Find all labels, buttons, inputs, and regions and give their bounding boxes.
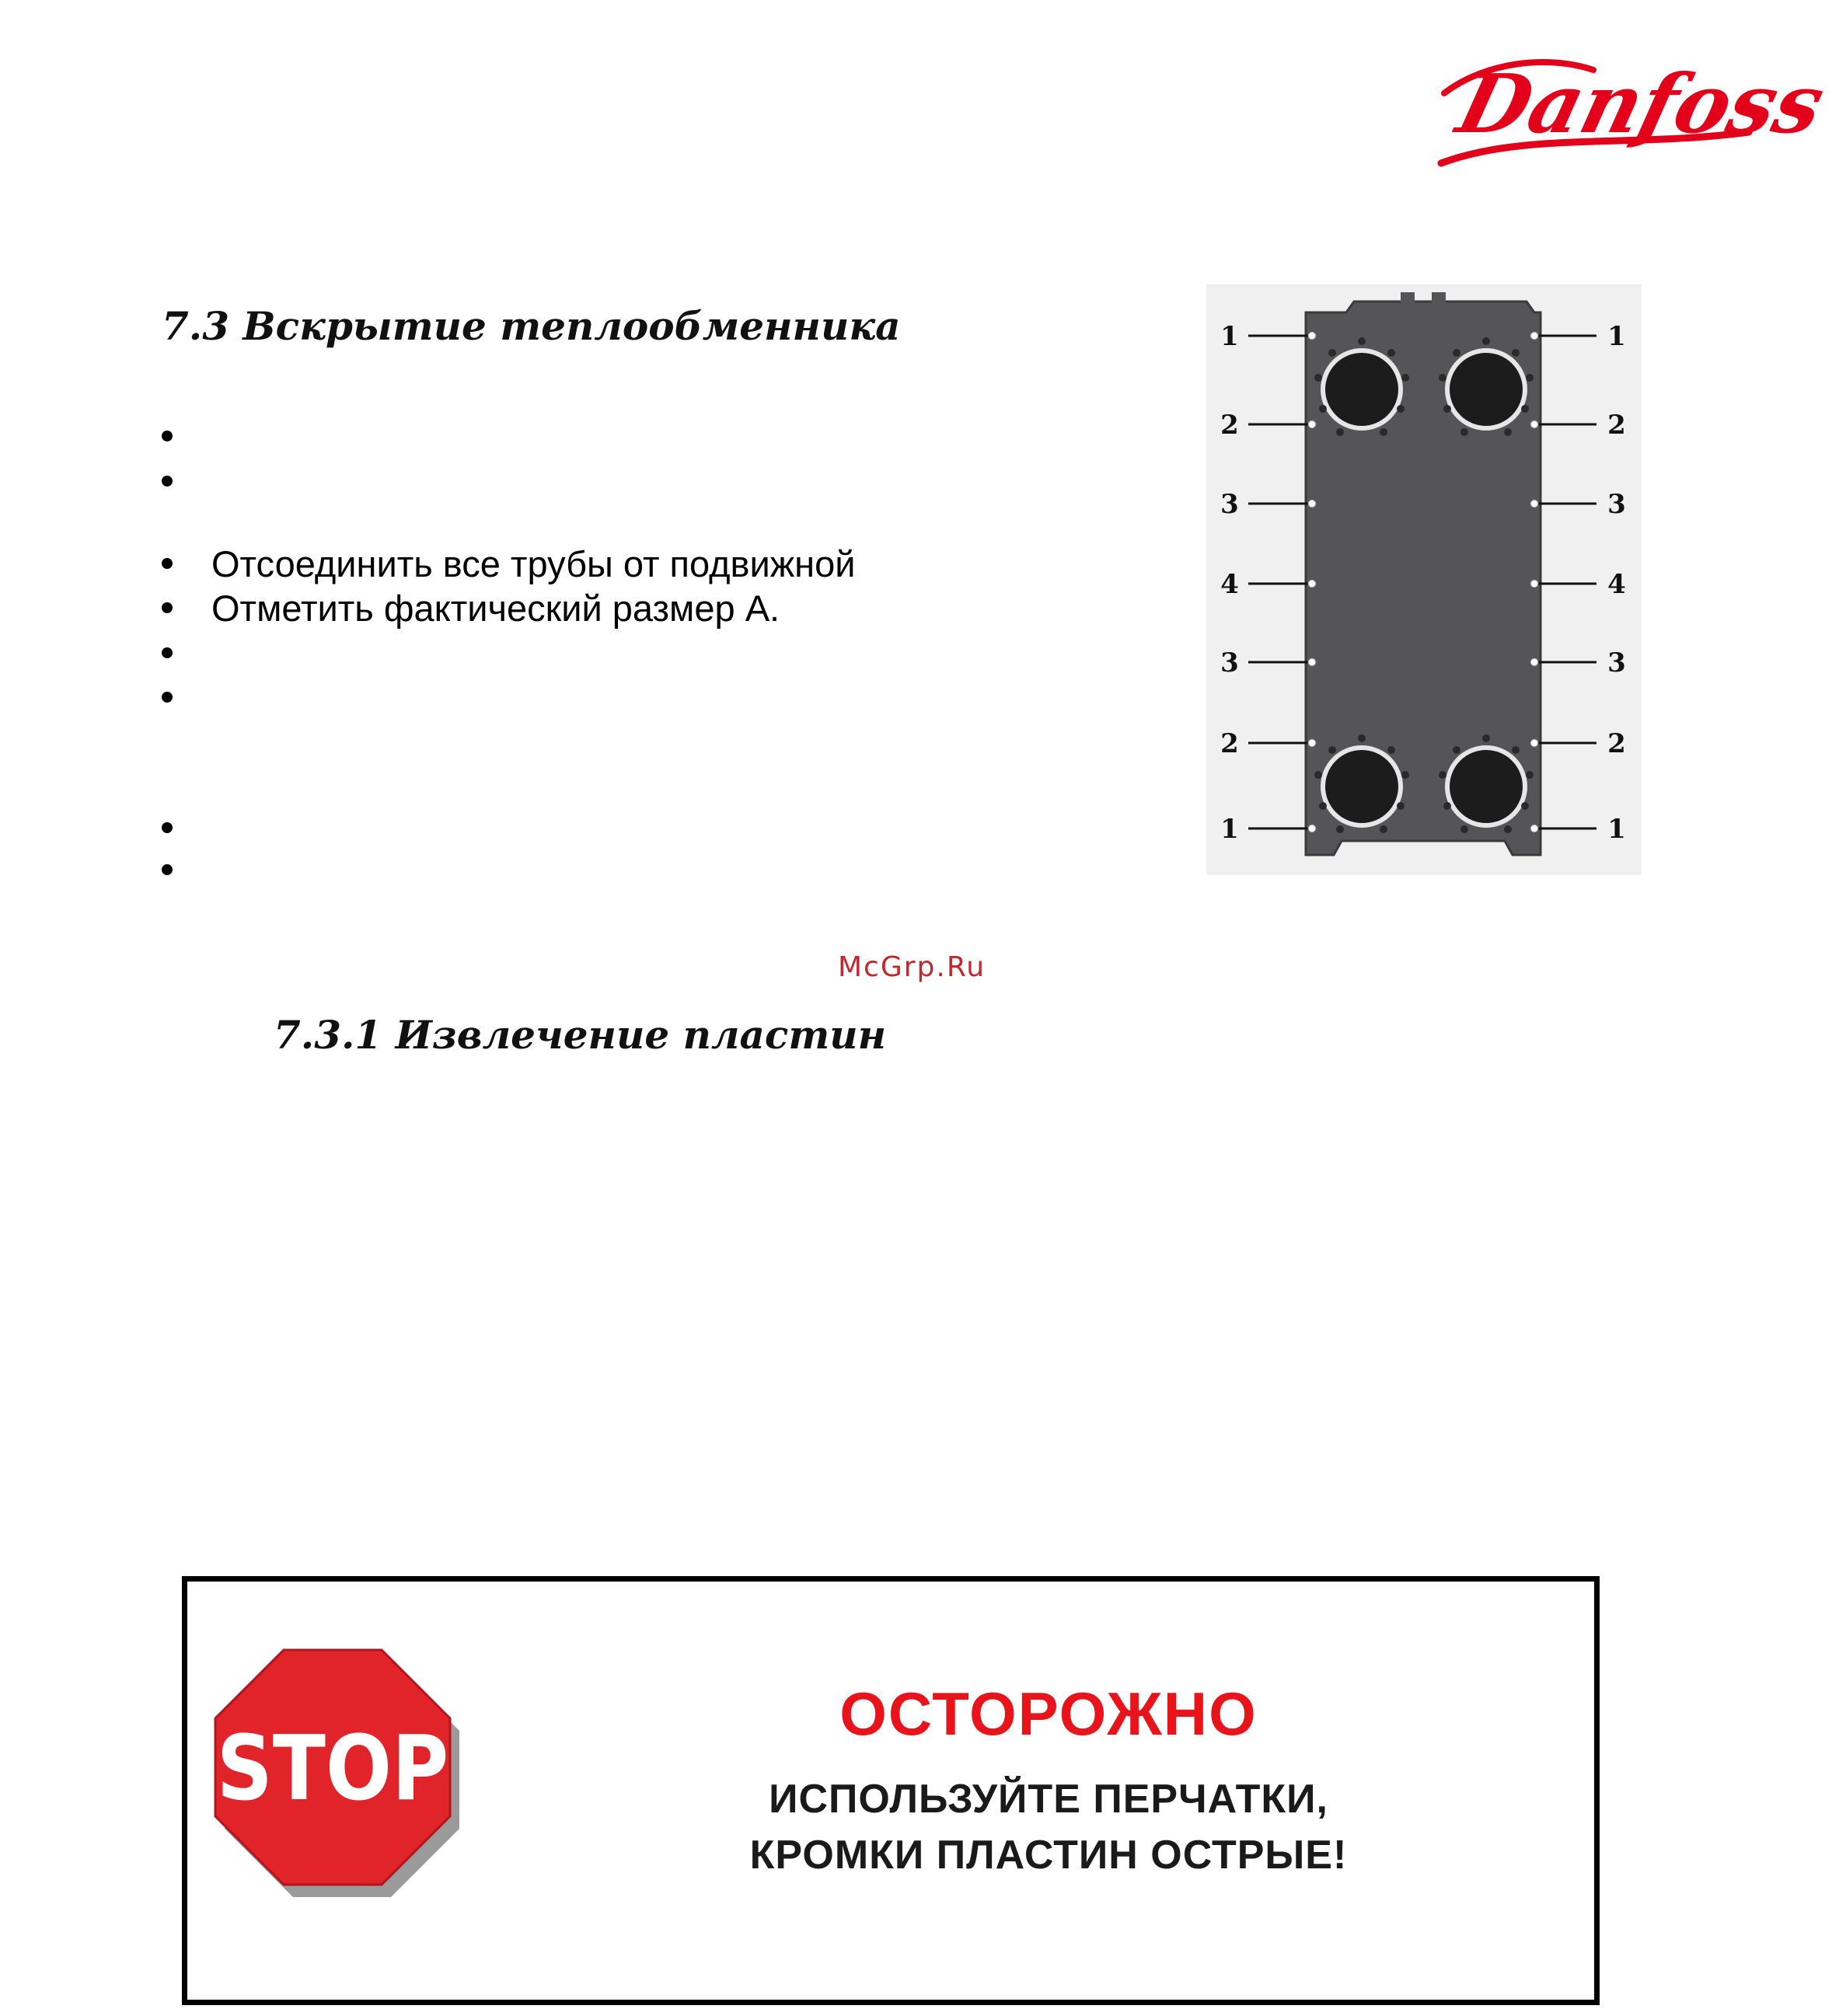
list-item [162,462,211,501]
diagram-label-right: 2 [1607,728,1626,759]
bullet-dot [162,476,173,487]
list-item [162,417,211,455]
diagram-label-right: 2 [1607,410,1626,441]
warning-box [182,1576,1600,2005]
list-item [162,808,211,847]
bullet-dot [162,647,173,658]
bullet-dot [162,431,173,441]
diagram-label-left: 2 [1220,410,1239,441]
diagram-label-left: 1 [1220,321,1239,352]
list-item [162,850,211,889]
warning-line: ИСПОЛЬЗУЙТЕ ПЕРЧАТКИ, [769,1777,1328,1822]
warning-title: ОСТОРОЖНО [839,1679,1258,1748]
bullet-dot [162,692,173,703]
diagram-label-left: 4 [1220,569,1239,600]
list-item-text: Отметить фактический размер A. [211,587,780,629]
list-item [162,633,211,672]
stop-sign-text: STOP [216,1717,449,1821]
diagram-label-left: 3 [1220,489,1239,520]
watermark: McGrp.Ru [838,951,986,983]
danfoss-logo [1430,39,1834,171]
warning-line: КРОМКИ ПЛАСТИН ОСТРЫЕ! [749,1833,1348,1878]
stop-sign-icon [206,1644,462,1900]
diagram-label-left: 2 [1220,728,1239,759]
diagram-label-left: 1 [1220,814,1239,845]
bullet-dot [162,602,173,613]
section-title: 7.3 Вскрытие теплообменника [162,303,901,349]
bullet-dot [162,864,173,875]
list-item [162,588,780,627]
bullet-dot [162,822,173,833]
bullet-dot [162,558,173,569]
diagram-label-right: 3 [1607,489,1626,520]
diagram-label-left: 3 [1220,647,1239,678]
list-item [162,544,856,583]
list-item [162,678,211,717]
list-item-text: Отсоединить все трубы от подвижной [211,542,856,584]
diagram-label-right: 3 [1607,647,1626,678]
diagram-label-right: 1 [1607,814,1626,845]
diagram-label-right: 4 [1607,569,1626,600]
heat-exchanger-diagram [1206,284,1642,875]
subsection-title: 7.3.1 Извлечение пластин [274,1012,887,1058]
logo-text: Danfoss [1448,56,1834,152]
diagram-label-right: 1 [1607,321,1626,352]
